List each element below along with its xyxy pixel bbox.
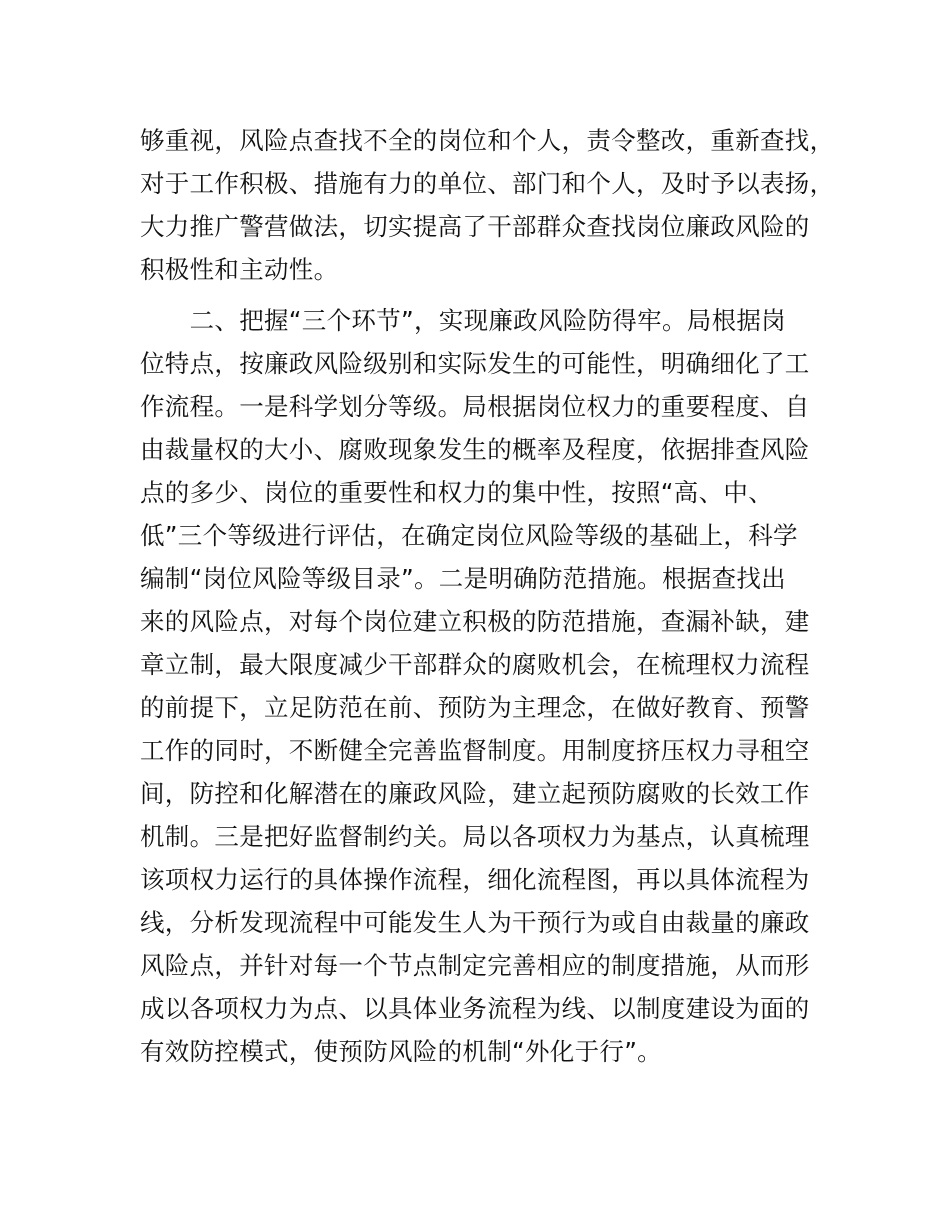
text-line: 来的风险点，对每个岗位建立积极的防范措施，查漏补缺，建 — [140, 607, 810, 636]
text-line: 间，防控和化解潜在的廉政风险，建立起预防腐败的长效工作 — [140, 779, 810, 808]
text-line: 低”三个等级进行评估，在确定岗位风险等级的基础上，科学 — [140, 521, 798, 550]
text-line: 对于工作积极、措施有力的单位、部门和个人，及时予以表扬， — [140, 169, 835, 198]
text-line: 大力推广警营做法，切实提高了干部群众查找岗位廉政风险的 — [140, 212, 810, 241]
text-line: 成以各项权力为点、以具体业务流程为线、以制度建设为面的 — [140, 994, 810, 1023]
text-line: 够重视，风险点查找不全的岗位和个人，责令整改，重新查找， — [140, 126, 835, 155]
text-line: 有效防控模式，使预防风险的机制“外化于行”。 — [140, 1037, 662, 1066]
text-line: 风险点，并针对每一个节点制定完善相应的制度措施，从而形 — [140, 951, 810, 980]
text-line: 由裁量权的大小、腐败现象发生的概率及程度，依据排查风险 — [140, 435, 810, 464]
paragraph-gap — [140, 291, 840, 299]
text-line: 编制“岗位风险等级目录”。二是明确防范措施。根据查找出 — [140, 564, 786, 593]
text-line: 工作的同时，不断健全完善监督制度。用制度挤压权力寻租空 — [140, 736, 810, 765]
text-line: 章立制，最大限度减少干部群众的腐败机会，在梳理权力流程 — [140, 650, 810, 679]
text-line: 该项权力运行的具体操作流程，细化流程图，再以具体流程为 — [140, 865, 810, 894]
text-line: 作流程。一是科学划分等级。局根据岗位权力的重要程度、自 — [140, 392, 810, 421]
body-text — [140, 119, 840, 1073]
text-line: 点的多少、岗位的重要性和权力的集中性，按照“高、中、 — [140, 478, 773, 507]
text-line: 机制。三是把好监督制约关。局以各项权力为基点，认真梳理 — [140, 822, 810, 851]
text-line: 的前提下，立足防范在前、预防为主理念，在做好教育、预警 — [140, 693, 810, 722]
text-line: 二、把握“三个环节”，实现廉政风险防得牢。局根据岗 — [140, 306, 786, 335]
text-line: 线，分析发现流程中可能发生人为干预行为或自由裁量的廉政 — [140, 908, 810, 937]
text-line: 位特点，按廉政风险级别和实际发生的可能性，明确细化了工 — [140, 349, 810, 378]
text-line: 积极性和主动性。 — [140, 255, 339, 284]
